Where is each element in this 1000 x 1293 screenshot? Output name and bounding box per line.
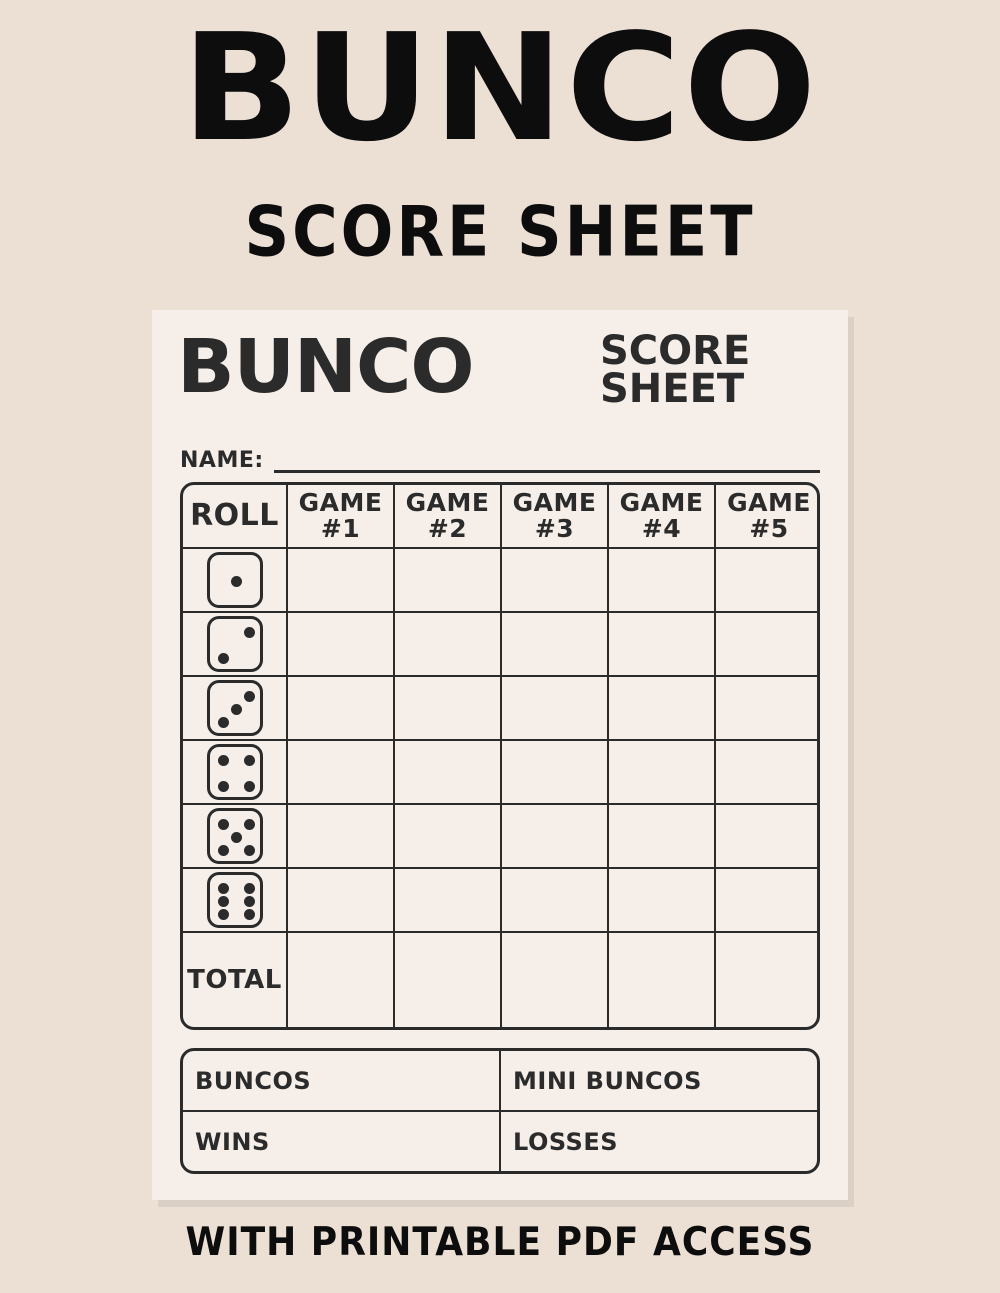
losses-label[interactable]: LOSSES bbox=[500, 1111, 817, 1171]
buncos-label[interactable]: BUNCOS bbox=[183, 1051, 500, 1111]
wins-label[interactable]: WINS bbox=[183, 1111, 500, 1171]
score-cell-r3-g1[interactable] bbox=[287, 676, 394, 740]
score-cell-r5-g1[interactable] bbox=[287, 804, 394, 868]
table-row bbox=[183, 868, 820, 932]
score-cell-r5-g3[interactable] bbox=[501, 804, 608, 868]
sheet-title-side-line1: SCORE bbox=[600, 328, 751, 374]
sheet-title-side bbox=[600, 328, 751, 412]
name-input[interactable] bbox=[274, 450, 820, 473]
roll-cell-4 bbox=[183, 740, 287, 804]
total-cell-g2[interactable] bbox=[394, 932, 501, 1027]
game-3-line1: GAME bbox=[512, 487, 597, 517]
game-1-line1: GAME bbox=[298, 487, 383, 517]
score-cell-r6-g4[interactable] bbox=[608, 868, 715, 932]
total-cell-g5[interactable] bbox=[715, 932, 820, 1027]
summary-table bbox=[180, 1048, 820, 1174]
table-header-row bbox=[183, 485, 820, 548]
mini-buncos-label[interactable]: MINI BUNCOS bbox=[500, 1051, 817, 1111]
score-cell-r6-g3[interactable] bbox=[501, 868, 608, 932]
table-row bbox=[183, 612, 820, 676]
column-header-game-3 bbox=[501, 485, 608, 548]
name-row bbox=[180, 448, 820, 473]
score-cell-r4-g1[interactable] bbox=[287, 740, 394, 804]
score-cell-r2-g3[interactable] bbox=[501, 612, 608, 676]
table-total-row bbox=[183, 932, 820, 1027]
summary-row-buncos bbox=[183, 1051, 817, 1111]
score-cell-r2-g4[interactable] bbox=[608, 612, 715, 676]
score-cell-r6-g5[interactable] bbox=[715, 868, 820, 932]
total-label: TOTAL bbox=[183, 932, 287, 1027]
table-row bbox=[183, 676, 820, 740]
total-cell-g4[interactable] bbox=[608, 932, 715, 1027]
score-cell-r3-g5[interactable] bbox=[715, 676, 820, 740]
score-cell-r4-g3[interactable] bbox=[501, 740, 608, 804]
sheet-title-side-line2: SHEET bbox=[600, 366, 745, 412]
game-5-line2: #5 bbox=[749, 514, 789, 543]
score-cell-r6-g2[interactable] bbox=[394, 868, 501, 932]
roll-cell-5 bbox=[183, 804, 287, 868]
roll-cell-1 bbox=[183, 548, 287, 612]
cover-title: BUNCO bbox=[181, 2, 819, 174]
sheet-title-main: BUNCO bbox=[177, 324, 474, 410]
score-cell-r2-g2[interactable] bbox=[394, 612, 501, 676]
score-cell-r3-g3[interactable] bbox=[501, 676, 608, 740]
game-2-line1: GAME bbox=[405, 487, 490, 517]
score-cell-r1-g5[interactable] bbox=[715, 548, 820, 612]
roll-cell-2 bbox=[183, 612, 287, 676]
score-cell-r3-g4[interactable] bbox=[608, 676, 715, 740]
die-1-icon bbox=[207, 552, 263, 608]
table-row bbox=[183, 804, 820, 868]
column-header-game-2 bbox=[394, 485, 501, 548]
die-3-icon bbox=[207, 680, 263, 736]
score-cell-r2-g1[interactable] bbox=[287, 612, 394, 676]
score-cell-r1-g2[interactable] bbox=[394, 548, 501, 612]
score-cell-r4-g5[interactable] bbox=[715, 740, 820, 804]
cover-subtitle: SCORE SHEET bbox=[244, 190, 756, 273]
sheet-header bbox=[152, 310, 848, 430]
game-4-line2: #4 bbox=[641, 514, 682, 543]
die-4-icon bbox=[207, 744, 263, 800]
table-row bbox=[183, 548, 820, 612]
score-cell-r5-g2[interactable] bbox=[394, 804, 501, 868]
score-cell-r5-g4[interactable] bbox=[608, 804, 715, 868]
name-label: NAME: bbox=[180, 448, 264, 473]
game-3-line2: #3 bbox=[534, 514, 575, 543]
roll-cell-6 bbox=[183, 868, 287, 932]
score-cell-r2-g5[interactable] bbox=[715, 612, 820, 676]
score-cell-r1-g3[interactable] bbox=[501, 548, 608, 612]
footer-note: WITH PRINTABLE PDF ACCESS bbox=[185, 1219, 815, 1266]
score-cell-r1-g4[interactable] bbox=[608, 548, 715, 612]
die-6-icon bbox=[207, 872, 263, 928]
game-5-line1: GAME bbox=[727, 487, 811, 517]
game-2-line2: #2 bbox=[427, 514, 468, 543]
score-cell-r1-g1[interactable] bbox=[287, 548, 394, 612]
summary-row-wins bbox=[183, 1111, 817, 1171]
score-cell-r4-g2[interactable] bbox=[394, 740, 501, 804]
score-cell-r6-g1[interactable] bbox=[287, 868, 394, 932]
roll-cell-3 bbox=[183, 676, 287, 740]
total-cell-g3[interactable] bbox=[501, 932, 608, 1027]
total-cell-g1[interactable] bbox=[287, 932, 394, 1027]
table-row bbox=[183, 740, 820, 804]
die-2-icon bbox=[207, 616, 263, 672]
game-1-line2: #1 bbox=[320, 514, 361, 543]
column-header-game-4 bbox=[608, 485, 715, 548]
column-header-game-1 bbox=[287, 485, 394, 548]
game-4-line1: GAME bbox=[619, 487, 704, 517]
score-sheet-card bbox=[152, 310, 848, 1200]
score-cell-r5-g5[interactable] bbox=[715, 804, 820, 868]
column-header-game-5 bbox=[715, 485, 820, 548]
score-cell-r4-g4[interactable] bbox=[608, 740, 715, 804]
score-cell-r3-g2[interactable] bbox=[394, 676, 501, 740]
score-table bbox=[180, 482, 820, 1030]
column-header-roll: ROLL bbox=[183, 485, 287, 548]
die-5-icon bbox=[207, 808, 263, 864]
